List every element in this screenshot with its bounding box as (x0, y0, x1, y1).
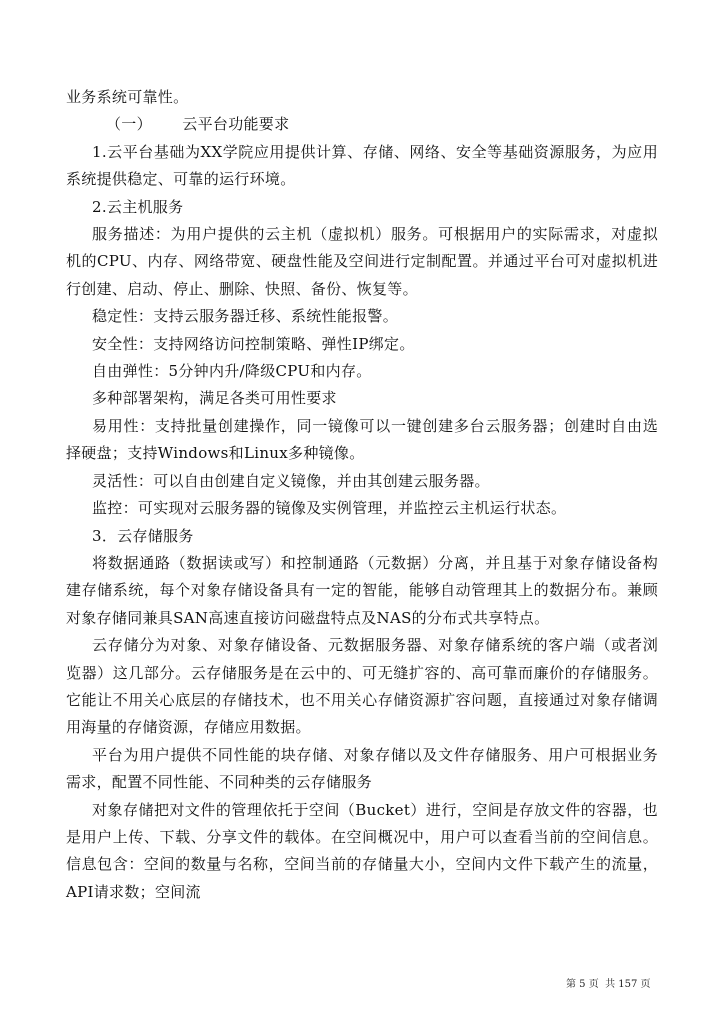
paragraph: 平台为用户提供不同性能的块存储、对象存储以及文件存储服务、用户可根据业务需求，配置不同性能、不同种类的云存储服务 (66, 745, 658, 792)
document-body (66, 84, 658, 906)
paragraph: 多种部署架构，满足各类可用性要求 (92, 389, 337, 408)
paragraph: 1.云平台基础为XX学院应用提供计算、存储、网络、安全等基础资源服务，为应用系统提供稳定、可靠的运行环境。 (66, 142, 658, 189)
paragraph-continuation: 业务系统可靠性。 (66, 88, 189, 106)
paragraph: 服务描述：为用户提供的云主机（虚拟机）服务。可根据用户的实际需求，对虚拟机的CPU、内存、网络带宽、硬盘性能及空间进行定制配置。并通过平台可对虚拟机进行创建、启动、停止、删除、快照、备份、恢复等。 (66, 225, 658, 298)
paragraph: 自由弹性：5分钟内升/降级CPU和内存。 (92, 362, 372, 381)
section-heading: （一） 云平台功能要求 (106, 115, 290, 134)
paragraph: 对象存储把对文件的管理依托于空间（Bucket）进行，空间是存放文件的容器，也是用户上传、下载、分享文件的载体。在空间概况中，用户可以查看当前的空间信息。信息包含：空间的数量与名称，空间当前的存储量大小，空间内文件下载产生的流量，API请求数；空间流 (66, 800, 658, 901)
page-number-footer: 第 5 页 共 157 页 (566, 979, 651, 990)
paragraph: 稳定性：支持云服务器迁移、系统性能报警。 (92, 307, 399, 326)
paragraph: 安全性：支持网络访问控制策略、弹性IP绑定。 (92, 334, 415, 353)
subsection-heading: 3．云存储服务 (92, 526, 194, 545)
paragraph: 灵活性：可以自由创建自定义镜像，并由其创建云服务器。 (92, 471, 490, 490)
paragraph: 易用性：支持批量创建操作，同一镜像可以一键创建多台云服务器；创建时自由选择硬盘；支持Windows和Linux多种镜像。 (66, 416, 658, 463)
paragraph: 云存储分为对象、对象存储设备、元数据服务器、对象存储系统的客户端（或者浏览器）这几部分。云存储服务是在云中的、可无缝扩容的、高可靠而廉价的存储服务。它能让不用关心底层的存储技术，也不用关心存储资源扩容问题，直接通过对象存储调用海量的存储资源，存储应用数据。 (66, 636, 658, 737)
subsection-heading: 2.云主机服务 (92, 197, 184, 216)
paragraph: 将数据通路（数据读或写）和控制通路（元数据）分离，并且基于对象存储设备构建存储系统，每个对象存储设备具有一定的智能，能够自动管理其上的数据分布。兼顾对象存储同兼具SAN高速直接访问磁盘特点及NAS的分布式共享特点。 (66, 553, 658, 627)
paragraph: 监控：可实现对云服务器的镜像及实例管理，并监控云主机运行状态。 (92, 499, 567, 518)
